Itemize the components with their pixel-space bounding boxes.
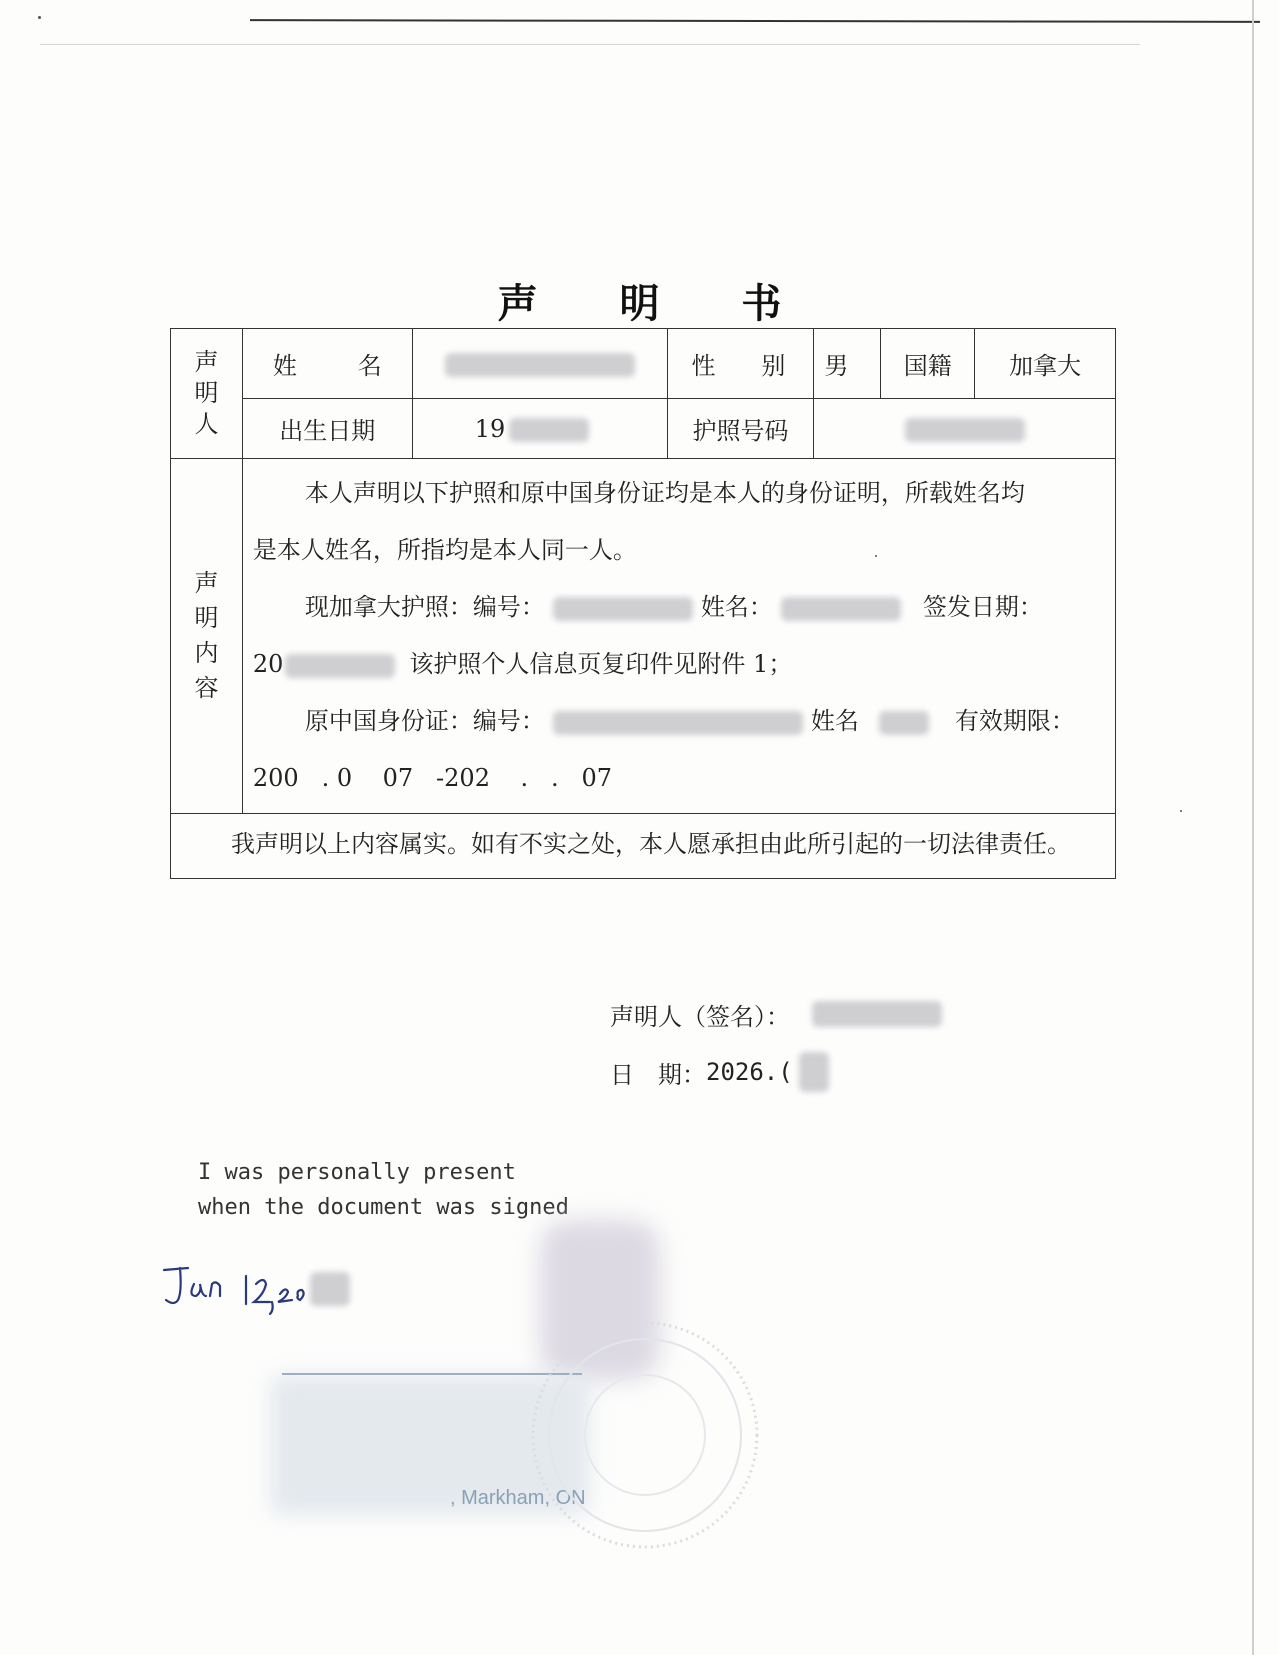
stamp-city: , Markham, ON — [450, 1487, 586, 1509]
truth-statement: 我声明以上内容属实。如有不实之处，本人愿承担由此所引起的一切法律责任。 — [171, 814, 1116, 879]
scan-speck — [1180, 810, 1182, 812]
content-line-1: 本人声明以下护照和原中国身份证均是本人的身份证明，所载姓名均 — [304, 479, 1025, 507]
witness-statement — [198, 1155, 569, 1225]
id-card-line: 原中国身份证：编号： 姓名 有效期限： — [304, 707, 1075, 735]
dob-label: 出生日期 — [242, 399, 412, 459]
witness-line-1: I was personally present — [198, 1160, 516, 1185]
sex-value: 男 — [814, 329, 881, 399]
scan-page-edge — [1252, 0, 1254, 1655]
nationality-value: 加拿大 — [975, 329, 1116, 399]
signature-block — [610, 985, 942, 1101]
witness-line-2: when the document was signed — [198, 1195, 569, 1220]
dob-value-redacted: 19 — [412, 399, 667, 459]
signature-date-row — [610, 1043, 942, 1101]
passport-number-label: 护照号码 — [667, 399, 814, 459]
declarant-section-label: 声明人 — [171, 329, 243, 459]
declaration-table — [170, 328, 1116, 879]
name-value-redacted — [412, 329, 667, 399]
scan-speck — [38, 16, 41, 19]
id-validity-line: 200 . 0 07 -202 . . 07 — [252, 764, 613, 792]
signature-label: 声明人（签名）： — [610, 1002, 790, 1031]
content-section-label: 声明内容 — [171, 459, 243, 814]
scan-edge-line-faint — [40, 44, 1140, 45]
date-label: 日 期： — [610, 1060, 706, 1089]
sex-label: 性 别 — [667, 329, 814, 399]
handwritten-date — [160, 1262, 380, 1326]
scan-edge-line — [250, 19, 1260, 23]
passport-line: 现加拿大护照：编号： 姓名： 签发日期： — [304, 593, 1043, 621]
notary-seal-icon — [520, 1310, 770, 1560]
passport-date-line: 20 该护照个人信息页复印件见附件 1； — [252, 650, 793, 678]
document-title: 声 明 书 — [497, 280, 816, 327]
name-label: 姓 名 — [242, 329, 412, 399]
signature-redacted — [812, 1001, 942, 1027]
content-line-2: 是本人姓名，所指均是本人同一人。 — [252, 536, 637, 564]
declarant-signature-row — [610, 985, 942, 1043]
passport-number-value-redacted — [814, 399, 1116, 459]
date-value: 2026.( — [706, 1058, 793, 1086]
nationality-label: 国籍 — [881, 329, 975, 399]
declaration-content — [242, 459, 1115, 814]
